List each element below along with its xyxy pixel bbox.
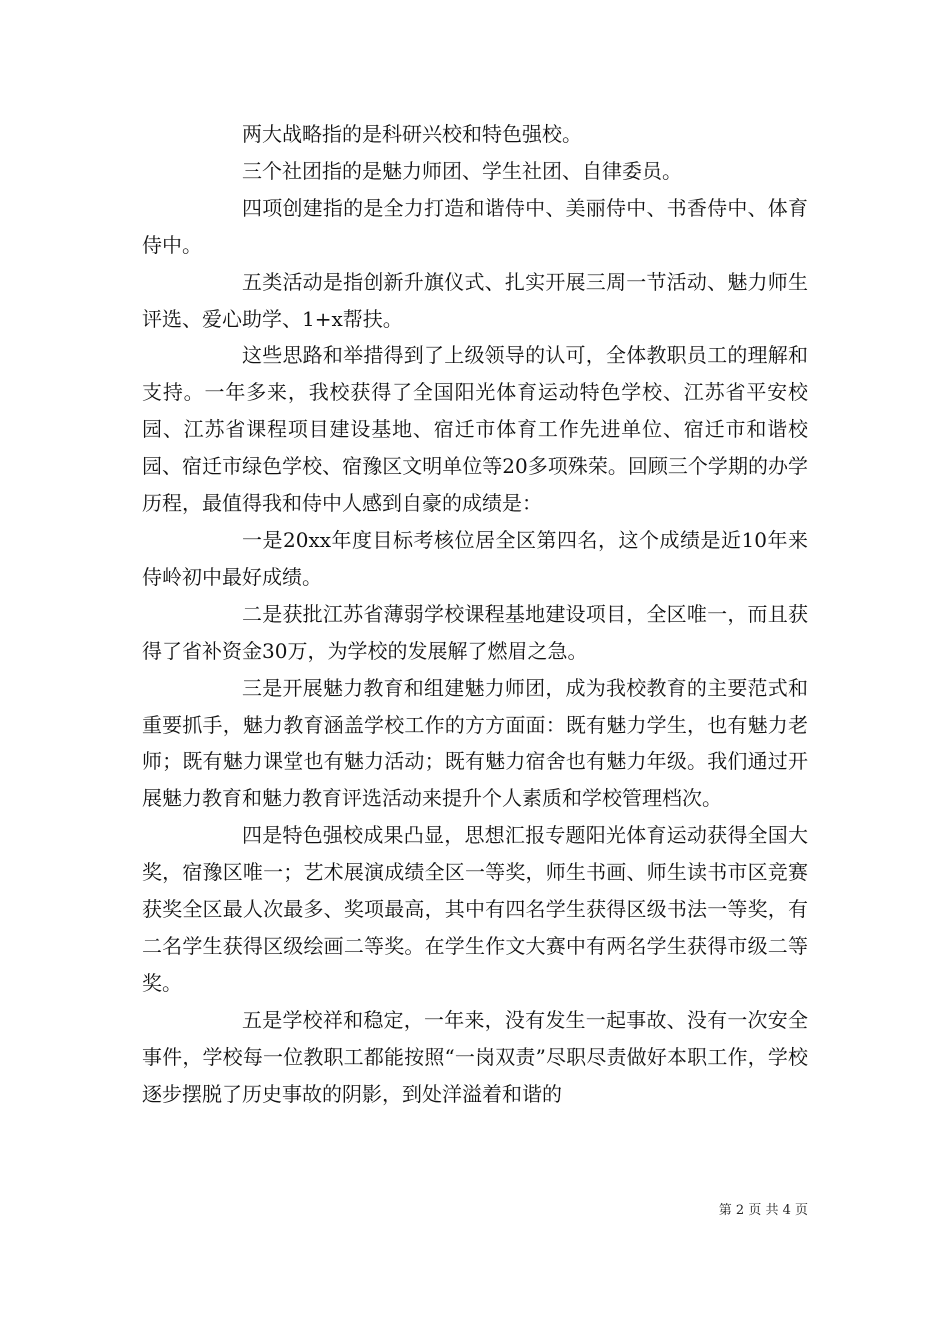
- page-number: 第 2 页 共 4 页: [718, 1203, 808, 1218]
- paragraph-five-activities: 五类活动是指创新升旗仪式、扎实开展三周一节活动、魅力师生评选、爱心助学、1+x帮扶。: [142, 269, 808, 331]
- paragraph-three-clubs: 三个社团指的是魅力师团、学生社团、自律委员。: [242, 158, 682, 183]
- paragraph-four-initiatives: 四项创建指的是全力打造和谐侍中、美丽侍中、书香侍中、体育侍中。: [142, 195, 808, 257]
- paragraph-recognition: 这些思路和举措得到了上级领导的认可，全体教职员工的理解和支持。一年多来，我校获得了全国阳光体育运动特色学校、江苏省平安校园、江苏省课程项目建设基地、宿迁市体育工作先进单位、宿迁市和谐校园、宿迁市绿色学校、宿豫区文明单位等20多项殊荣。回顾三个学期的办学历程，最值得我和侍中人感到自豪的成绩是：: [142, 343, 808, 516]
- paragraph-achievement-2: 二是获批江苏省薄弱学校课程基地建设项目，全区唯一，而且获得了省补资金30万，为学校的发展解了燃眉之急。: [142, 601, 808, 663]
- paragraph-two-strategies: 两大战略指的是科研兴校和特色强校。: [242, 122, 582, 146]
- document-body: [142, 116, 808, 1112]
- paragraph-achievement-3: 三是开展魅力教育和组建魅力师团，成为我校教育的主要范式和重要抓手，魅力教育涵盖学校工作的方方面面：既有魅力学生，也有魅力老师；既有魅力课堂也有魅力活动；既有魅力宿舍也有魅力年级。我们通过开展魅力教育和魅力教育评选活动来提升个人素质和学校管理档次。: [142, 675, 808, 811]
- paragraph-achievement-4: 四是特色强校成果凸显，思想汇报专题阳光体育运动获得全国大奖，宿豫区唯一；艺术展演成绩全区一等奖，师生书画、师生读书市区竞赛获奖全区最人次最多、奖项最高，其中有四名学生获得区级书法一等奖，有二名学生获得区级绘画二等奖。在学生作文大赛中有两名学生获得市级二等奖。: [142, 823, 808, 995]
- paragraph-achievement-5: 五是学校祥和稳定，一年来，没有发生一起事故、没有一次安全事件，学校每一位教职工都能按照“一岗双责”尽职尽责做好本职工作，学校逐步摆脱了历史事故的阴影，到处洋溢着和谐的: [142, 1007, 808, 1106]
- paragraph-achievement-1: 一是20xx年度目标考核位居全区第四名，这个成绩是近10年来侍岭初中最好成绩。: [142, 527, 808, 589]
